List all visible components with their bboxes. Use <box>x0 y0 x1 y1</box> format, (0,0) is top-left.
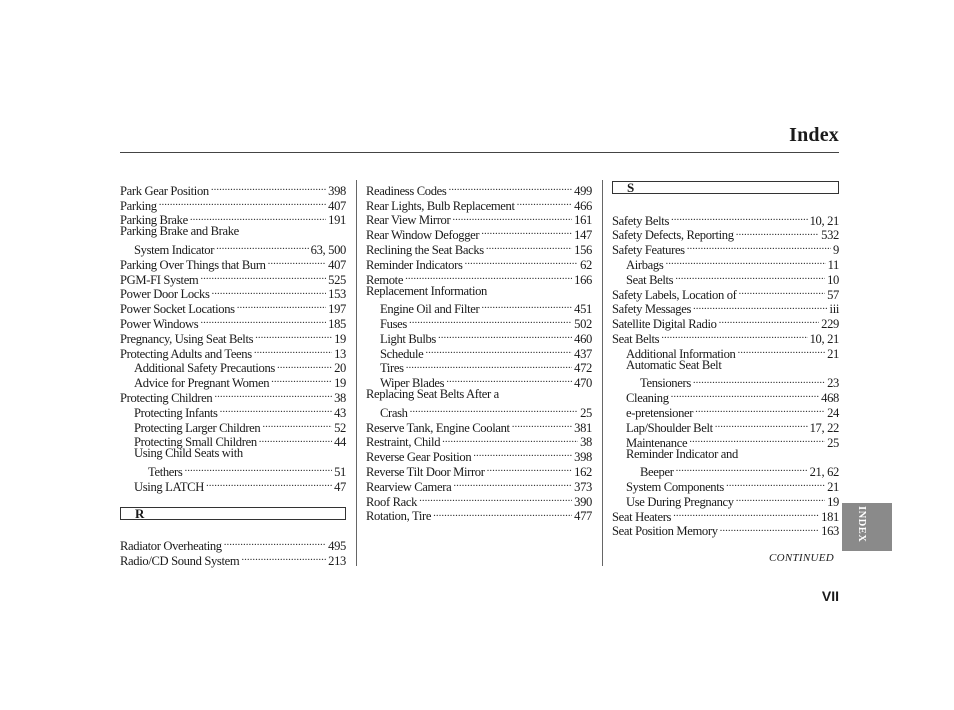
dot-leader <box>715 417 808 432</box>
index-entry-page[interactable]: 373 <box>574 479 592 494</box>
dot-leader <box>206 476 332 491</box>
dot-leader <box>720 521 820 536</box>
page-number: VII <box>821 588 839 604</box>
dot-leader <box>211 180 326 195</box>
index-entry-label: Additional Information <box>626 346 736 361</box>
index-subheading: Reminder Indicator and <box>626 446 738 461</box>
index-entry-page[interactable]: 468 <box>821 391 839 406</box>
index-entry-label: Light Bulbs <box>380 331 436 346</box>
dot-leader <box>220 402 333 417</box>
index-entry-label: Lap/Shoulder Belt <box>626 420 713 435</box>
index-entry-page[interactable]: 25 <box>827 435 839 450</box>
index-entry[interactable] <box>612 373 839 391</box>
dot-leader <box>212 284 327 299</box>
index-entry-label: Reserve Tank, Engine Coolant <box>366 420 510 435</box>
index-entry-page[interactable]: 156 <box>574 242 592 257</box>
dot-leader <box>259 432 332 447</box>
dot-leader <box>689 432 825 447</box>
index-entry-label: Parking <box>120 198 157 213</box>
index-entry-page[interactable]: 407 <box>328 257 346 272</box>
index-entry-label: Beeper <box>640 465 674 480</box>
index-entry[interactable] <box>120 461 346 479</box>
index-entry-page[interactable]: 153 <box>328 287 346 302</box>
dot-leader <box>719 313 820 328</box>
dot-leader <box>262 417 332 432</box>
index-entry[interactable] <box>366 298 592 317</box>
index-entry-label: Rear Window Defogger <box>366 228 480 243</box>
dot-leader <box>512 417 572 432</box>
dot-leader <box>241 550 326 565</box>
dot-leader <box>184 461 332 476</box>
index-entry-page[interactable]: 502 <box>574 316 592 331</box>
index-entry-label: Cleaning <box>626 391 669 406</box>
section-letter-header: R <box>120 507 346 520</box>
index-entry-page[interactable]: 10 <box>827 272 839 287</box>
index-entry-label: Using LATCH <box>134 479 204 494</box>
dot-leader <box>425 343 572 358</box>
index-entry-page[interactable]: 381 <box>574 420 592 435</box>
index-entry-page[interactable]: 477 <box>574 509 592 524</box>
index-entry-label: Radiator Overheating <box>120 539 222 554</box>
dot-leader <box>481 224 572 239</box>
index-entry-label: Seat Belts <box>612 331 660 346</box>
index-entry-label: Additional Safety Precautions <box>134 361 275 376</box>
index-entry-label: Protecting Larger Children <box>134 420 261 435</box>
index-entry-label: Crash <box>380 405 408 420</box>
index-entry-label: Safety Labels, Location of <box>612 287 737 302</box>
dot-leader <box>255 328 332 343</box>
dot-leader <box>237 298 326 313</box>
dot-leader <box>200 313 326 328</box>
index-entry-page[interactable]: 407 <box>328 198 346 213</box>
index-entry-label: Wiper Blades <box>380 376 445 391</box>
index-entry-page[interactable]: 43 <box>334 405 346 420</box>
index-entry-page[interactable]: 19 <box>827 494 839 509</box>
index-entry-page[interactable]: 24 <box>827 405 839 420</box>
index-entry-label: Parking Brake <box>120 213 188 228</box>
index-entry-label: Rotation, Tire <box>366 509 432 524</box>
index-column-3 <box>612 180 839 539</box>
index-entry-label: Restraint, Child <box>366 435 441 450</box>
dot-leader <box>693 373 825 388</box>
index-entry-label: Remote <box>366 272 404 287</box>
index-entry-page[interactable]: 47 <box>334 479 346 494</box>
index-entry-label: Park Gear Position <box>120 183 209 198</box>
index-entry-page[interactable]: 19 <box>334 331 346 346</box>
dot-leader <box>446 372 572 387</box>
index-entry-label: System Indicator <box>134 242 215 257</box>
title-rule <box>120 152 839 153</box>
dot-leader <box>442 432 578 447</box>
index-entry[interactable] <box>366 180 592 198</box>
index-entry-page[interactable]: 197 <box>328 302 346 317</box>
index-entry[interactable] <box>366 402 592 420</box>
dot-leader <box>739 284 826 299</box>
index-entry-page[interactable]: 44 <box>334 435 346 450</box>
index-entry-page[interactable]: 62 <box>580 257 592 272</box>
index-entry-page[interactable]: 499 <box>574 183 592 198</box>
index-entry-label: Pregnancy, Using Seat Belts <box>120 331 254 346</box>
index-entry-label: Protecting Children <box>120 390 213 405</box>
dot-leader <box>726 476 825 491</box>
index-entry-label: Advice for Pregnant Women <box>134 376 270 391</box>
index-entry-label: Power Socket Locations <box>120 302 235 317</box>
dot-leader <box>675 269 825 284</box>
index-subheading: Automatic Seat Belt <box>626 357 722 372</box>
index-column-2 <box>366 180 592 524</box>
index-entry[interactable] <box>120 180 346 198</box>
dot-leader <box>473 446 572 461</box>
dot-leader <box>665 254 825 269</box>
index-entry-page[interactable]: 52 <box>334 420 346 435</box>
dot-leader <box>406 358 572 373</box>
index-entry-label: Reverse Gear Position <box>366 450 472 465</box>
dot-leader <box>405 269 572 284</box>
index-entry-page[interactable]: 398 <box>574 450 592 465</box>
index-entry-label: Engine Oil and Filter <box>380 302 480 317</box>
index-entry-label: Seat Belts <box>626 272 674 287</box>
index-entry-label: Protecting Infants <box>134 405 218 420</box>
index-entry-page[interactable]: 13 <box>334 346 346 361</box>
index-entry-page[interactable]: 390 <box>574 494 592 509</box>
index-entry-page[interactable]: 213 <box>328 553 346 568</box>
index-entry-page[interactable]: 20 <box>334 361 346 376</box>
dot-leader <box>159 195 326 210</box>
index-entry-page[interactable]: 147 <box>574 228 592 243</box>
dot-leader <box>271 372 332 387</box>
dot-leader <box>419 491 572 506</box>
dot-leader <box>661 328 807 343</box>
index-entry-label: Tethers <box>148 464 183 479</box>
index-entry-label: Readiness Codes <box>366 183 447 198</box>
index-entry-label: Reverse Tilt Door Mirror <box>366 464 485 479</box>
index-entry[interactable] <box>612 461 839 480</box>
index-entry-label: Tires <box>380 361 404 376</box>
index-entry-label: Safety Defects, Reporting <box>612 228 734 243</box>
dot-leader <box>481 298 572 313</box>
index-entry-label: Radio/CD Sound System <box>120 553 240 568</box>
index-entry-page[interactable]: 472 <box>574 361 592 376</box>
index-entry-page[interactable]: 460 <box>574 331 592 346</box>
index-entry-page[interactable]: 495 <box>328 539 346 554</box>
dot-leader <box>214 387 332 402</box>
index-entry-page[interactable]: 398 <box>328 183 346 198</box>
spacer <box>612 195 839 210</box>
index-entry-page[interactable]: 10, 21 <box>809 213 839 228</box>
index-entry-page[interactable]: 166 <box>574 272 592 287</box>
dot-leader <box>448 180 572 195</box>
index-entry-page[interactable]: 23 <box>827 376 839 391</box>
index-subheading: Parking Brake and Brake <box>120 224 239 239</box>
section-letter-header: S <box>612 181 839 194</box>
dot-leader <box>200 269 326 284</box>
index-entry-label: Safety Features <box>612 243 685 258</box>
index-column-1 <box>120 180 346 568</box>
index-entry-page[interactable]: 19 <box>334 376 346 391</box>
index-entry-page[interactable]: 162 <box>574 464 592 479</box>
index-entry-label: PGM-FI System <box>120 272 199 287</box>
dot-leader <box>687 239 831 254</box>
index-entry-label: e-pretensioner <box>626 405 694 420</box>
index-entry[interactable] <box>120 239 346 257</box>
index-entry-label: Airbags <box>626 257 664 272</box>
dot-leader <box>693 299 828 314</box>
dot-leader <box>517 195 573 210</box>
index-entry-label: Maintenance <box>626 435 688 450</box>
continued-note: CONTINUED <box>769 552 835 564</box>
dot-leader <box>190 210 326 225</box>
dot-leader <box>736 491 825 506</box>
column-divider <box>356 180 357 566</box>
index-entry-label: Parking Over Things that Burn <box>120 257 266 272</box>
index-entry-page[interactable]: 161 <box>574 213 592 228</box>
index-entry-page[interactable]: 163 <box>821 524 839 539</box>
index-entry-label: Rear Lights, Bulb Replacement <box>366 198 515 213</box>
index-entry-page[interactable]: 10, 21 <box>809 331 839 346</box>
index-entry-page[interactable]: 57 <box>827 287 839 302</box>
side-tab-label: INDEX <box>856 506 867 543</box>
dot-leader <box>487 461 573 476</box>
dot-leader <box>695 402 825 417</box>
index-entry-page[interactable]: 63, 500 <box>310 242 346 257</box>
dot-leader <box>410 402 578 417</box>
index-entry-label: Use During Pregnancy <box>626 494 734 509</box>
index-entry-page[interactable]: iii <box>829 302 839 317</box>
index-entry-label: Safety Messages <box>612 302 692 317</box>
index-entry-page[interactable]: 532 <box>821 228 839 243</box>
dot-leader <box>268 254 327 269</box>
dot-leader <box>671 210 808 225</box>
index-entry-page[interactable]: 9 <box>833 243 839 258</box>
spacer <box>120 521 346 536</box>
index-entry-page[interactable]: 191 <box>328 213 346 228</box>
dot-leader <box>216 239 309 254</box>
index-entry[interactable] <box>612 210 839 228</box>
dot-leader <box>671 387 819 402</box>
dot-leader <box>433 506 572 521</box>
dot-leader <box>277 358 332 373</box>
index-entry-page[interactable]: 181 <box>821 509 839 524</box>
index-entry[interactable] <box>120 535 346 554</box>
index-side-tab[interactable] <box>842 503 892 551</box>
index-entry-label: Safety Belts <box>612 213 670 228</box>
dot-leader <box>736 225 819 240</box>
index-entry-label: Schedule <box>380 346 424 361</box>
index-entry-page[interactable]: 38 <box>580 435 592 450</box>
dot-leader <box>465 254 579 269</box>
index-subheading: Replacement Information <box>366 283 487 298</box>
index-entry-page[interactable]: 451 <box>574 302 592 317</box>
index-entry-page[interactable]: 21 <box>827 479 839 494</box>
dot-leader <box>438 328 572 343</box>
index-entry-page[interactable]: 185 <box>328 316 346 331</box>
index-entry-page[interactable]: 437 <box>574 346 592 361</box>
index-entry-label: Rear View Mirror <box>366 213 451 228</box>
index-entry-label: Protecting Adults and Teens <box>120 346 252 361</box>
page-title: Index <box>789 124 839 146</box>
dot-leader <box>673 506 819 521</box>
index-entry-page[interactable]: 470 <box>574 376 592 391</box>
index-entry-label: Reminder Indicators <box>366 257 463 272</box>
index-entry-label: Seat Position Memory <box>612 524 718 539</box>
index-subheading: Replacing Seat Belts After a <box>366 387 499 402</box>
index-entry-page[interactable]: 38 <box>334 390 346 405</box>
index-entry-label: Rearview Camera <box>366 479 452 494</box>
index-entry-page[interactable]: 525 <box>328 272 346 287</box>
dot-leader <box>254 343 332 358</box>
index-entry-label: Seat Heaters <box>612 509 672 524</box>
index-entry-page[interactable]: 21 <box>827 346 839 361</box>
index-entry-label: Fuses <box>380 316 407 331</box>
index-entry-page[interactable]: 11 <box>827 257 839 272</box>
index-entry-page[interactable]: 51 <box>334 464 346 479</box>
index-entry-label: Reclining the Seat Backs <box>366 242 484 257</box>
index-entry-label: Satellite Digital Radio <box>612 317 717 332</box>
index-entry-page[interactable]: 229 <box>821 317 839 332</box>
index-entry-label: Protecting Small Children <box>134 435 257 450</box>
index-subheading: Using Child Seats with <box>134 446 243 461</box>
index-entry-label: Tensioners <box>640 376 691 391</box>
dot-leader <box>409 313 572 328</box>
dot-leader <box>486 239 572 254</box>
index-entry-page[interactable]: 17, 22 <box>809 420 839 435</box>
index-entry-page[interactable]: 21, 62 <box>809 465 839 480</box>
dot-leader <box>737 343 825 358</box>
index-entry-page[interactable]: 25 <box>580 405 592 420</box>
index-entry-label: System Components <box>626 479 724 494</box>
index-entry-page[interactable]: 466 <box>574 198 592 213</box>
dot-leader <box>452 210 572 225</box>
index-entry-label: Power Door Locks <box>120 287 210 302</box>
column-divider <box>602 180 603 566</box>
dot-leader <box>224 535 326 550</box>
dot-leader <box>453 476 572 491</box>
index-entry-label: Power Windows <box>120 316 199 331</box>
index-entry-label: Roof Rack <box>366 494 418 509</box>
dot-leader <box>676 461 808 476</box>
